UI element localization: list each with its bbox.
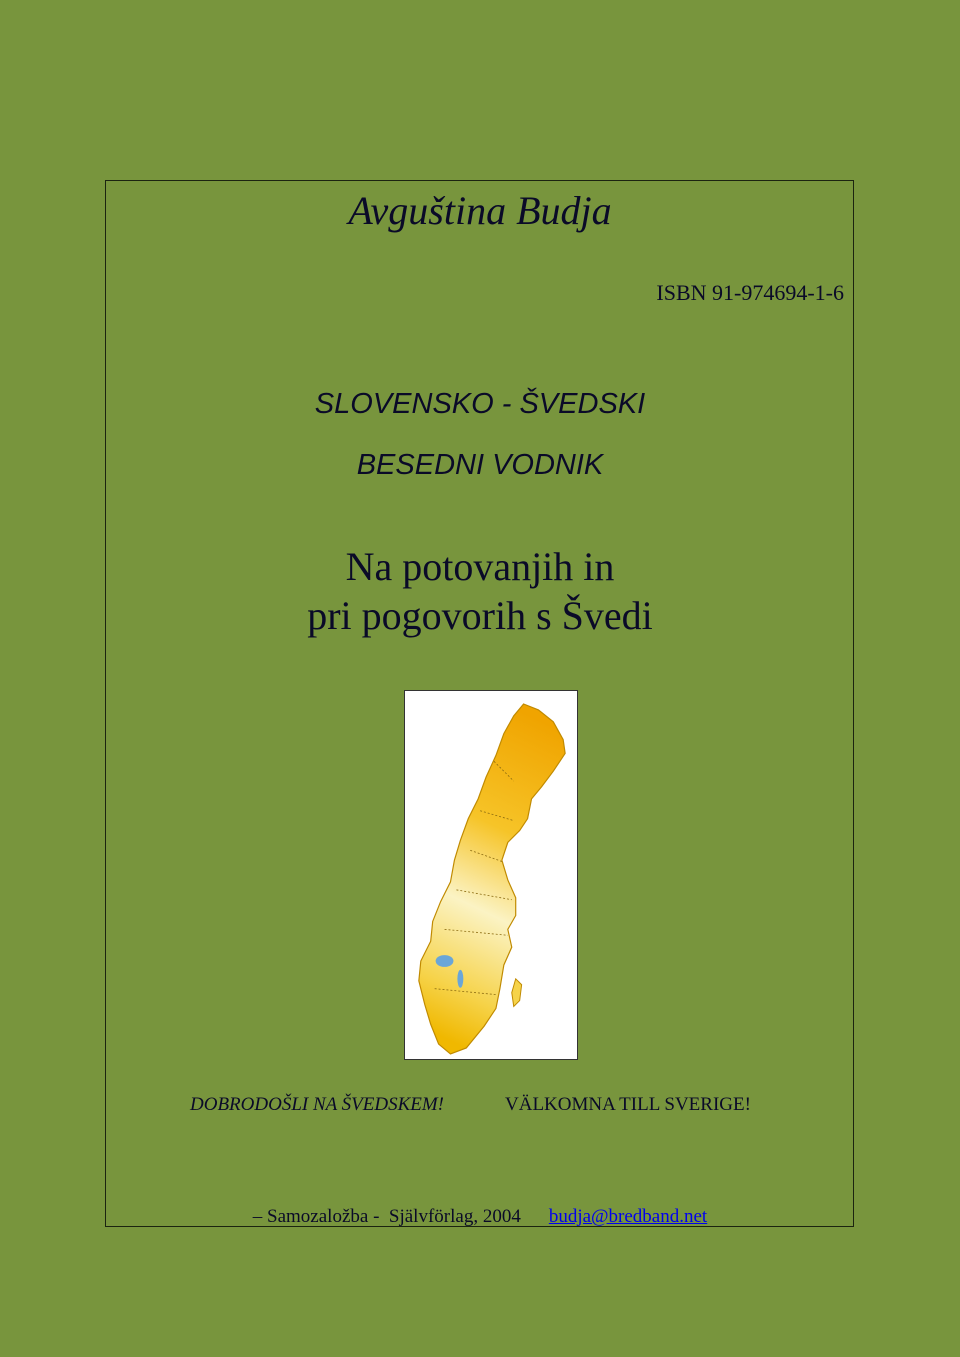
subtitle-line-1: Na potovanjih in [345, 544, 615, 589]
footer [0, 1206, 960, 1228]
isbn: ISBN 91-974694-1-6 [656, 280, 844, 305]
sweden-shape [419, 704, 565, 1054]
sweden-map-svg [405, 691, 577, 1059]
gotland-island [512, 979, 522, 1007]
welcome-slovene: DOBRODOŠLI NA ŠVEDSKEM! [190, 1094, 445, 1115]
publisher-text: – Samozaložba - Självförlag, 2004 [252, 1206, 521, 1227]
lake-vanern [436, 955, 454, 967]
subtitle-line-2: pri pogovorih s Švedi [307, 593, 653, 638]
welcome-swedish: VÄLKOMNA TILL SVERIGE! [505, 1094, 751, 1115]
sweden-map-icon [404, 690, 578, 1060]
lake-vattern [457, 970, 463, 988]
email-link[interactable]: budja@bredband.net [548, 1206, 708, 1227]
title-line-2: BESEDNI VODNIK [356, 449, 604, 481]
title-line-1: SLOVENSKO - ŠVEDSKI [314, 388, 646, 420]
author-name: Avguština Budja [348, 188, 612, 233]
